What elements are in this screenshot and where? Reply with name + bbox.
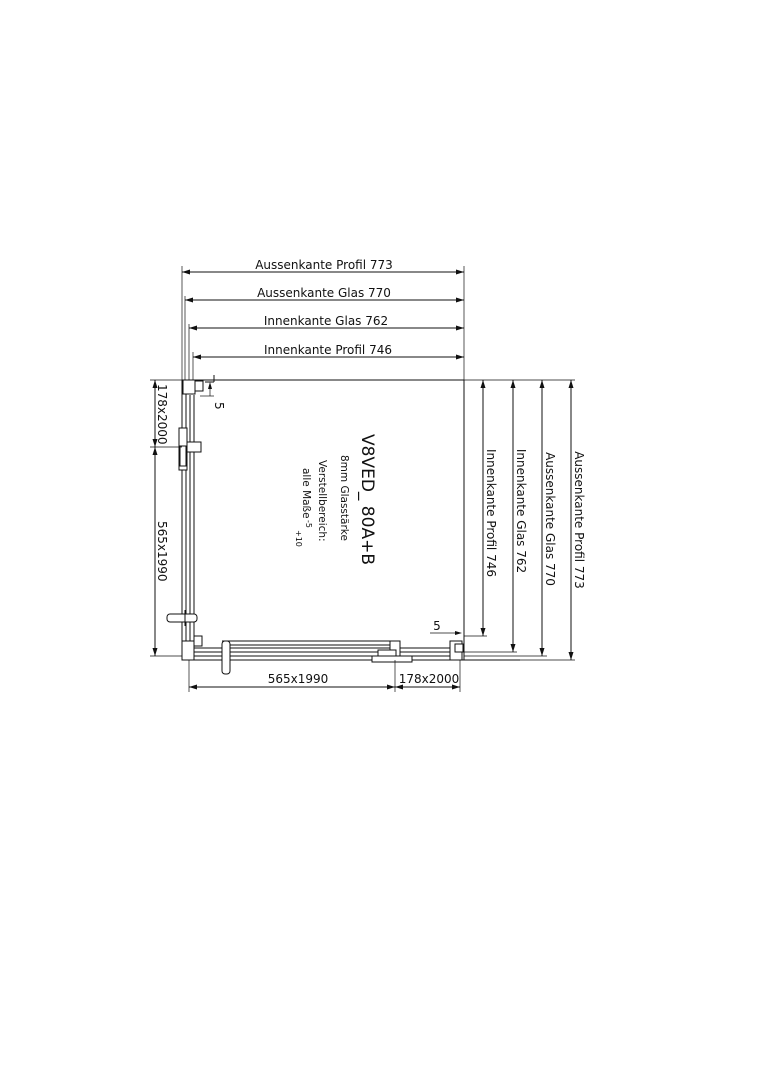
center-annotation [294, 434, 377, 565]
dim-label-top-inner-glass: Innenkante Glas 762 [263, 314, 389, 328]
dim-label-bottom-left: 565x1990 [267, 672, 329, 686]
tolerance-prefix: alle Maße [300, 468, 312, 519]
dim-label-left-lower: 565x1990 [155, 521, 169, 582]
glass-thickness: 8mm Glasstärke [338, 455, 350, 541]
gap-label-right: 5 [433, 619, 441, 633]
dim-label-bottom-right: 178x2000 [398, 672, 460, 686]
dim-label-left-upper: 178x2000 [155, 384, 169, 445]
dim-label-top-inner-profile: Innenkante Profil 746 [264, 343, 392, 357]
dim-label-right-outer-glass: Aussenkante Glas 770 [543, 452, 557, 586]
top-left-bracket [183, 380, 195, 394]
right-dimension-lines [464, 380, 586, 660]
tolerance-minus: -5 [304, 520, 313, 528]
dim-label-top-outer-glass: Aussenkante Glas 770 [257, 286, 391, 300]
bottom-handle [222, 641, 230, 674]
dim-label-right-inner-glass: Innenkante Glas 762 [514, 448, 528, 574]
dim-label-top-outer-profile: Aussenkante Profil 773 [255, 258, 393, 272]
bottom-left-corner-bracket [182, 641, 194, 660]
gap-label-top: 5 [212, 402, 226, 410]
model-title: V8VED_ 80A+B [357, 434, 377, 565]
gap-dimensions [200, 382, 462, 635]
left-handle [167, 614, 197, 622]
top-dimension-lines [182, 258, 464, 380]
adjustment-range-label: Verstellbereich: [316, 460, 328, 542]
tolerance-plus: +10 [294, 530, 303, 547]
dim-label-right-outer-profile: Aussenkante Profil 773 [572, 451, 586, 589]
dim-label-right-inner-profile: Innenkante Profil 746 [484, 449, 498, 577]
